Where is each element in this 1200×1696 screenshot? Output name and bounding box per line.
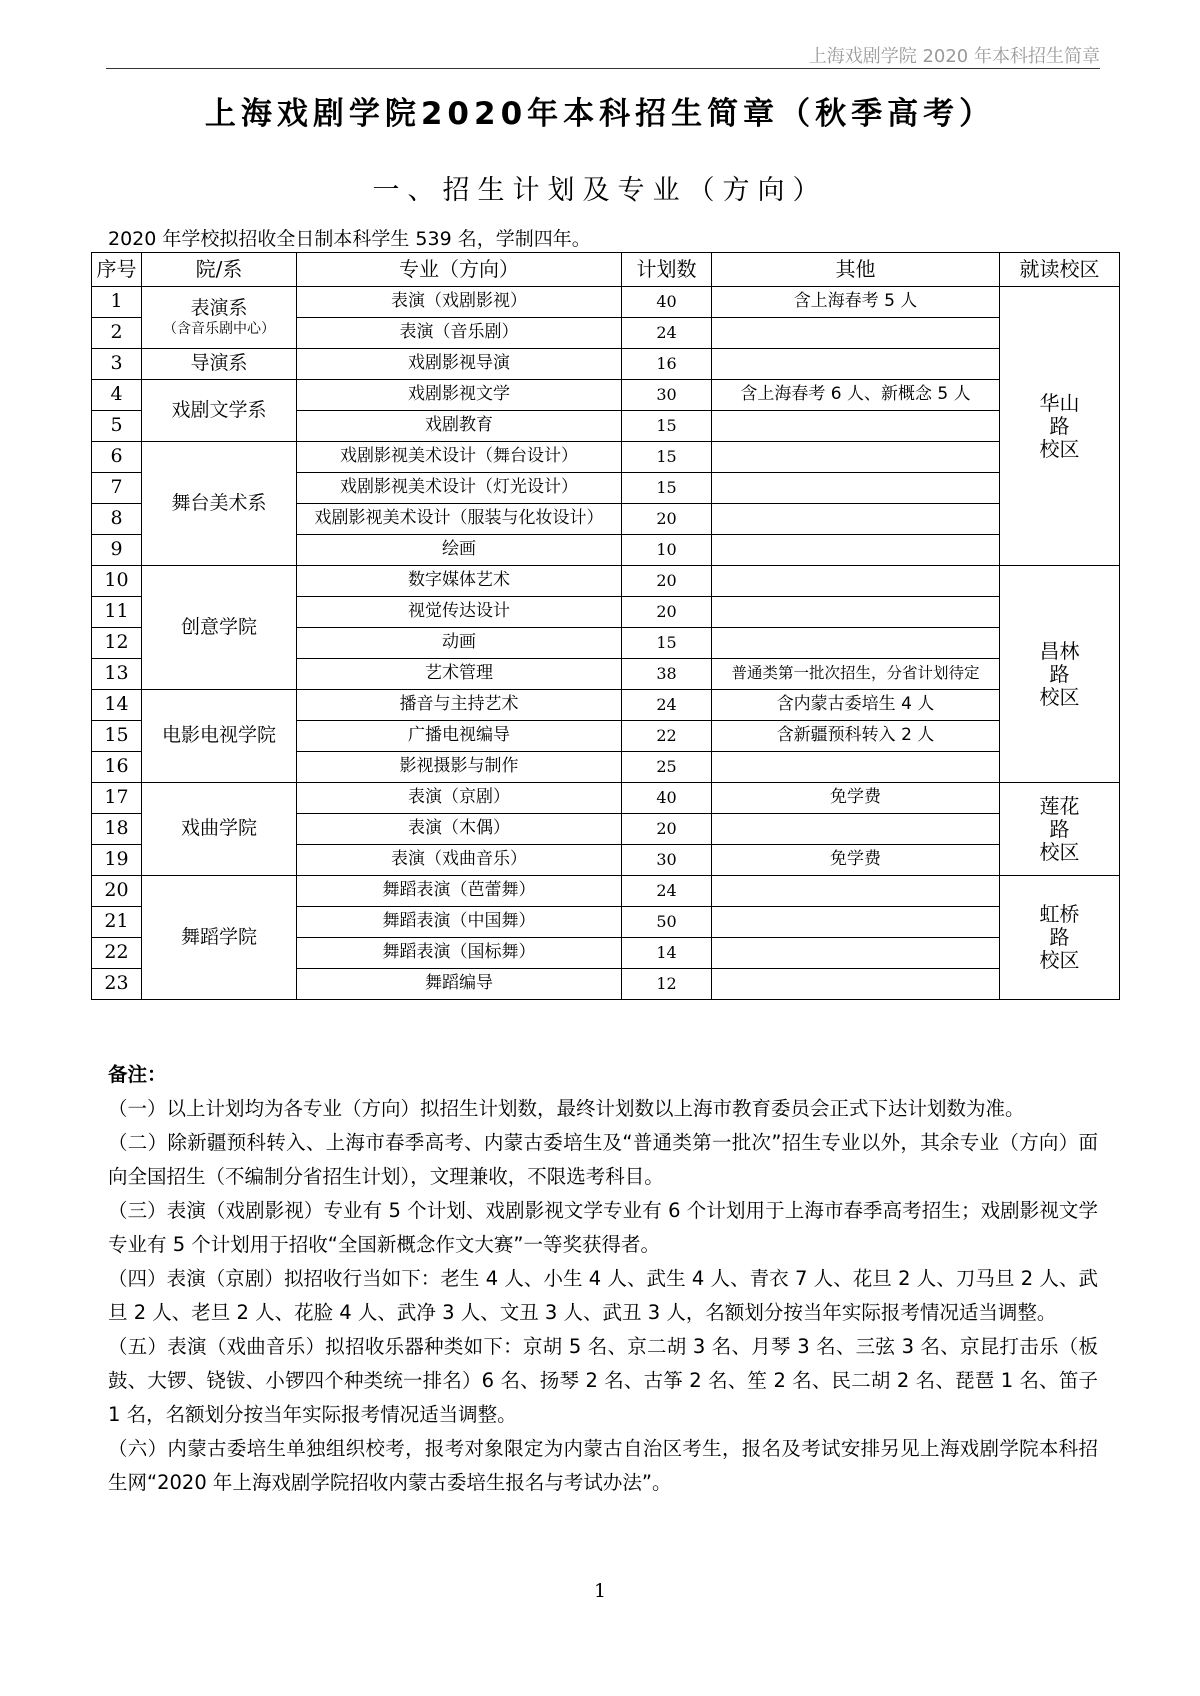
major-cell: 广播电视编导 [297,721,622,752]
table-row [92,690,1120,721]
count-cell: 30 [622,380,712,411]
row-no: 7 [92,473,142,504]
count-cell: 10 [622,535,712,566]
note-item: （二）除新疆预科转入、上海市春季高考、内蒙古委培生及“普通类第一批次”招生专业以外，其余专业（方向）面向全国招生（不编制分省招生计划），文理兼收，不限选考科目。 [108,1131,1098,1188]
table-row [92,876,1120,907]
row-no: 22 [92,938,142,969]
note-item: （六）内蒙古委培生单独组织校考，报考对象限定为内蒙古自治区考生，报名及考试安排另见上海戏剧学院本科招生网“2020 年上海戏剧学院招收内蒙古委培生报名与考试办法”。 [108,1437,1098,1494]
header-major: 专业（方向） [297,253,622,287]
count-cell: 15 [622,628,712,659]
running-header: 上海戏剧学院 2020 年本科招生简章 [808,46,1100,67]
major-cell: 戏剧影视美术设计（灯光设计） [297,473,622,504]
table-row [92,349,1120,380]
major-cell: 数字媒体艺术 [297,566,622,597]
department-cell: 戏剧文学系 [142,380,297,442]
count-cell: 15 [622,473,712,504]
row-no: 8 [92,504,142,535]
other-cell [712,318,1000,349]
campus-name: 华山路 [1039,390,1080,438]
row-no: 18 [92,814,142,845]
note-item: （三）表演（戏剧影视）专业有 5 个计划、戏剧影视文学专业有 6 个计划用于上海市春季高考招生；戏剧影视文学专业有 5 个计划用于招收“全国新概念作文大赛”一等奖获得者。 [108,1199,1098,1256]
count-cell: 20 [622,597,712,628]
other-cell [712,504,1000,535]
other-cell: 免学费 [712,845,1000,876]
row-no: 23 [92,969,142,1000]
other-cell [712,969,1000,1000]
campus-suffix: 校区 [1039,436,1080,461]
count-cell: 24 [622,690,712,721]
department-cell: 导演系 [142,349,297,380]
section-title: 一、招生计划及专业（方向） [372,175,828,206]
count-cell: 50 [622,907,712,938]
major-cell: 戏剧影视文学 [297,380,622,411]
header-no: 序号 [92,253,142,287]
row-no: 16 [92,752,142,783]
row-no: 19 [92,845,142,876]
major-cell: 表演（音乐剧） [297,318,622,349]
other-cell [712,442,1000,473]
major-cell: 视觉传达设计 [297,597,622,628]
count-cell: 15 [622,442,712,473]
campus-suffix: 校区 [1039,839,1080,864]
notes-heading: 备注： [108,1063,167,1086]
notes-section [108,1058,1098,1500]
campus-suffix: 校区 [1039,948,1080,972]
count-cell: 40 [622,287,712,318]
major-cell: 播音与主持艺术 [297,690,622,721]
header-campus: 就读校区 [1000,253,1120,287]
major-cell: 艺术管理 [297,659,622,690]
count-cell: 20 [622,504,712,535]
note-item: （五）表演（戏曲音乐）拟招收乐器种类如下：京胡 5 名、京二胡 3 名、月琴 3 名、三弦 3 名、京昆打击乐（板鼓、大锣、铙钹、小锣四个种类统一排名）6 名、扬琴 2 名、古筝 2 名、笙 2 名、民二胡 2 名、琵琶 1 名、笛子 1 名，名额划分按当年实际报考情况适当调整。 [108,1335,1098,1426]
other-cell: 含内蒙古委培生 4 人 [712,690,1000,721]
other-cell [712,907,1000,938]
other-cell: 免学费 [712,783,1000,814]
major-cell: 表演（戏剧影视） [297,287,622,318]
campus-suffix: 校区 [1039,684,1080,709]
count-cell: 38 [622,659,712,690]
table-row [92,783,1120,814]
major-cell: 舞蹈表演（芭蕾舞） [297,876,622,907]
major-cell: 绘画 [297,535,622,566]
department-cell: 舞台美术系 [142,442,297,566]
row-no: 9 [92,535,142,566]
row-no: 14 [92,690,142,721]
row-no: 15 [92,721,142,752]
row-no: 21 [92,907,142,938]
header-other: 其他 [712,253,1000,287]
count-cell: 12 [622,969,712,1000]
count-cell: 16 [622,349,712,380]
other-cell [712,535,1000,566]
table-row [92,287,1120,318]
row-no: 2 [92,318,142,349]
major-cell: 表演（木偶） [297,814,622,845]
other-cell [712,566,1000,597]
intro-text: 2020 年学校拟招收全日制本科学生 539 名，学制四年。 [108,228,591,250]
major-cell: 表演（戏曲音乐） [297,845,622,876]
row-no: 5 [92,411,142,442]
other-cell [712,411,1000,442]
row-no: 10 [92,566,142,597]
campus-cell [1000,783,1120,876]
campus-name: 昌林路 [1039,638,1080,686]
header-department: 院/系 [142,253,297,287]
major-cell: 表演（京剧） [297,783,622,814]
count-cell: 20 [622,566,712,597]
count-cell: 40 [622,783,712,814]
other-cell [712,938,1000,969]
row-no: 1 [92,287,142,318]
other-cell [712,752,1000,783]
campus-name: 虹桥路 [1039,902,1080,949]
table-row [92,566,1120,597]
enrollment-plan-table [91,252,1120,1000]
count-cell: 14 [622,938,712,969]
department-name: 表演系 [190,296,248,319]
count-cell: 25 [622,752,712,783]
major-cell: 影视摄影与制作 [297,752,622,783]
other-cell [712,814,1000,845]
other-cell [712,597,1000,628]
note-item: （一）以上计划均为各专业（方向）拟招生计划数，最终计划数以上海市教育委员会正式下达计划数为准。 [108,1097,1025,1120]
other-cell: 普通类第一批次招生，分省计划待定 [712,659,1000,690]
count-cell: 24 [622,318,712,349]
major-cell: 戏剧教育 [297,411,622,442]
other-cell: 含新疆预科转入 2 人 [712,721,1000,752]
row-no: 13 [92,659,142,690]
header-rule [106,68,1100,69]
campus-cell [1000,287,1120,566]
campus-cell [1000,876,1120,1000]
department-cell: 舞蹈学院 [142,876,297,1000]
table-header-row [92,253,1120,287]
table-row [92,380,1120,411]
row-no: 20 [92,876,142,907]
other-cell [712,473,1000,504]
count-cell: 22 [622,721,712,752]
document-title: 上海戏剧学院2020年本科招生简章（秋季高考） [204,96,996,132]
major-cell: 舞蹈编导 [297,969,622,1000]
department-cell: 创意学院 [142,566,297,690]
major-cell: 舞蹈表演（国标舞） [297,938,622,969]
header-count: 计划数 [622,253,712,287]
count-cell: 20 [622,814,712,845]
count-cell: 15 [622,411,712,442]
major-cell: 戏剧影视美术设计（舞台设计） [297,442,622,473]
campus-name: 莲花路 [1039,793,1080,841]
other-cell: 含上海春考 5 人 [712,287,1000,318]
count-cell: 24 [622,876,712,907]
other-cell [712,876,1000,907]
row-no: 3 [92,349,142,380]
department-subname: （含音乐剧中心） [163,321,275,338]
department-cell: 戏曲学院 [142,783,297,876]
major-cell: 戏剧影视美术设计（服装与化妆设计） [297,504,622,535]
table-row [92,442,1120,473]
row-no: 6 [92,442,142,473]
note-item: （四）表演（京剧）拟招收行当如下：老生 4 人、小生 4 人、武生 4 人、青衣 7 人、花旦 2 人、刀马旦 2 人、武旦 2 人、老旦 2 人、花脸 4 人、武净 3 人、文丑 3 人、武丑 3 人，名额划分按当年实际报考情况适当调整。 [108,1267,1098,1324]
other-cell [712,628,1000,659]
other-cell [712,349,1000,380]
major-cell: 戏剧影视导演 [297,349,622,380]
page-number: 1 [593,1580,607,1602]
department-cell: 电影电视学院 [142,690,297,783]
row-no: 12 [92,628,142,659]
campus-cell [1000,566,1120,783]
row-no: 11 [92,597,142,628]
major-cell: 动画 [297,628,622,659]
count-cell: 30 [622,845,712,876]
row-no: 4 [92,380,142,411]
major-cell: 舞蹈表演（中国舞） [297,907,622,938]
row-no: 17 [92,783,142,814]
department-cell [142,287,297,349]
other-cell: 含上海春考 6 人、新概念 5 人 [712,380,1000,411]
